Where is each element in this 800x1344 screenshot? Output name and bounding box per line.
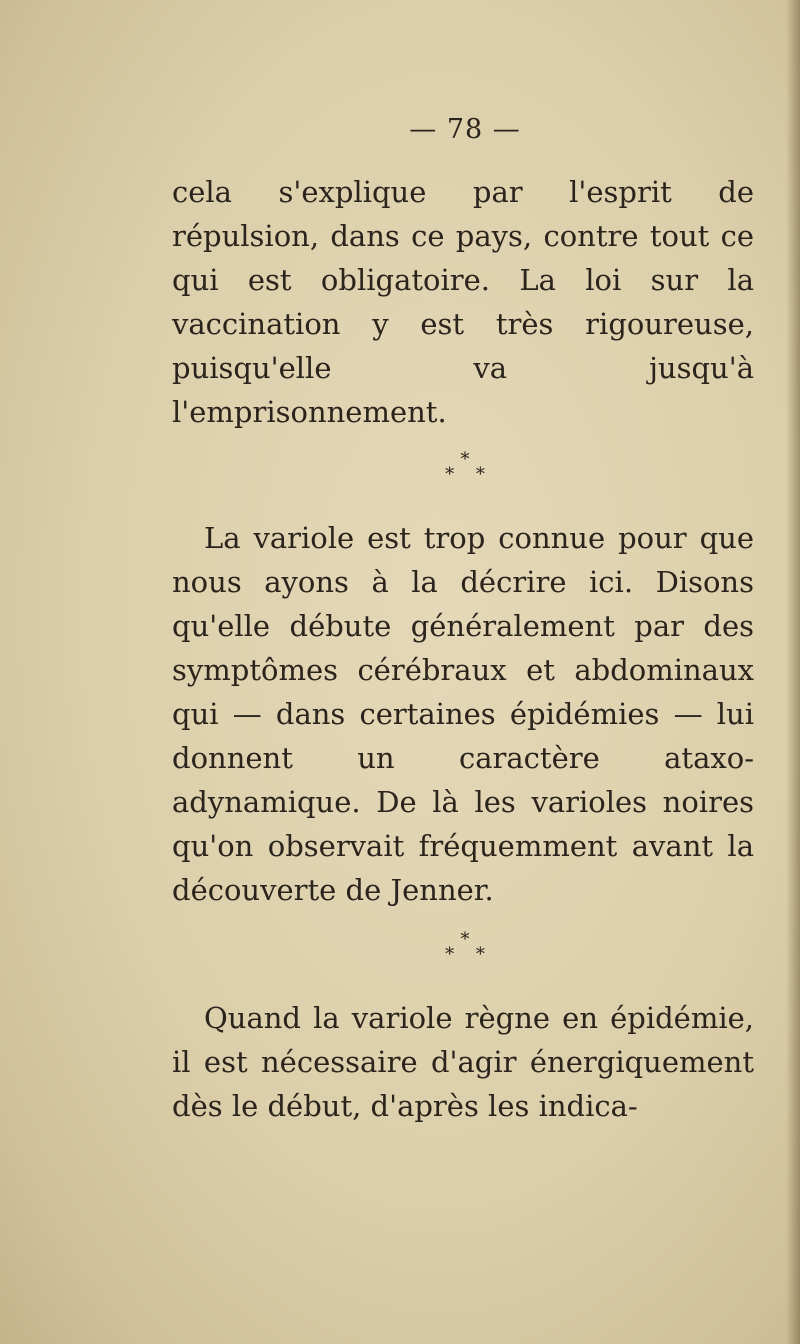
paragraph: Quand la variole règne en épidémie, il est nécessaire d'agir énergiquement dès le début, d'après les indica- [172, 1001, 754, 1123]
paragraph: cela s'explique par l'esprit de répulsion, dans ce pays, contre tout ce qui est obligatoire. La loi sur la vaccination y est très rigoureuse, puisqu'elle va jusqu'à l'emprisonnement. [172, 175, 754, 429]
paragraph: La variole est trop connue pour que nous ayons à la décrire ici. Disons qu'elle débute généralement par des symptômes cérébraux et abdominaux qui — dans certaines épidémies — lui donnent un caractère ataxo-adynamique. De là les varioles noires qu'on observait fréquemment avant la découverte de Jenner. [172, 521, 754, 907]
text-block [172, 170, 754, 434]
asterism-top: * [460, 929, 470, 950]
text-block [172, 516, 754, 912]
asterism-top: * [460, 449, 470, 470]
asterism-bottom: * * [445, 944, 493, 965]
asterism-separator [0, 929, 800, 965]
text-block [172, 996, 754, 1128]
asterism-bottom: * * [445, 464, 493, 485]
asterism-separator [0, 449, 800, 485]
page-number: — 78 — [409, 114, 521, 145]
page-edge-shadow [786, 0, 800, 1344]
